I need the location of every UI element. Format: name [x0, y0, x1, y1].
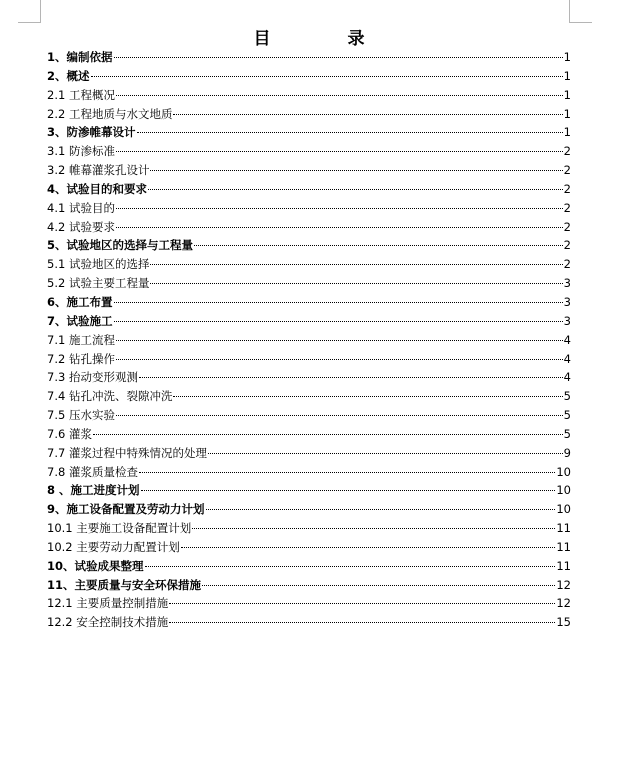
toc-entry[interactable]	[47, 425, 571, 444]
toc-entry-page-number: 12	[556, 577, 571, 592]
toc-entry-label[interactable]: 7.3 抬动变形观测	[47, 370, 138, 385]
crop-mark-top-left	[18, 0, 41, 23]
toc-dot-leader	[116, 208, 563, 209]
toc-entry[interactable]	[47, 123, 571, 142]
toc-entry-page-number: 9	[563, 445, 571, 460]
toc-entry-label[interactable]: 7.2 钻孔操作	[47, 351, 115, 366]
toc-entry-page-number: 1	[563, 68, 571, 83]
toc-entry-label[interactable]: 2.1 工程概况	[47, 87, 115, 102]
toc-entry-page-number: 10	[556, 502, 571, 517]
toc-entry-page-number: 11	[556, 521, 571, 536]
toc-dot-leader	[145, 566, 556, 567]
toc-entry-label[interactable]: 6、施工布置	[47, 294, 113, 309]
toc-entry-page-number: 11	[556, 558, 571, 573]
toc-entry-label[interactable]: 5.2 试验主要工程量	[47, 276, 150, 291]
toc-entry[interactable]	[47, 180, 571, 199]
toc-entry-page-number: 1	[563, 87, 571, 102]
toc-entry[interactable]	[47, 557, 571, 576]
toc-entry-label[interactable]: 7.5 压水实验	[47, 408, 115, 423]
toc-dot-leader	[114, 321, 563, 322]
toc-entry-label[interactable]: 3.1 防渗标准	[47, 144, 115, 159]
toc-dot-leader	[116, 95, 563, 96]
toc-entry[interactable]	[47, 538, 571, 557]
toc-entry-label[interactable]: 1、编制依据	[47, 50, 113, 64]
toc-entry-page-number: 11	[556, 539, 571, 554]
toc-entry-page-number: 2	[563, 238, 571, 253]
toc-entry[interactable]	[47, 67, 571, 86]
toc-entry-label[interactable]: 7.8 灌浆质量检查	[47, 464, 138, 479]
crop-mark-top-right	[569, 0, 592, 23]
toc-dot-leader	[116, 151, 563, 152]
toc-dot-leader	[116, 359, 563, 360]
toc-entry-page-number: 5	[563, 389, 571, 404]
toc-entry[interactable]	[47, 406, 571, 425]
toc-entry[interactable]	[47, 613, 571, 632]
toc-entry-page-number: 5	[563, 426, 571, 441]
toc-entry[interactable]	[47, 199, 571, 218]
toc-entry-label[interactable]: 7、试验施工	[47, 313, 113, 328]
toc-entry-label[interactable]: 2.2 工程地质与水文地质	[47, 106, 173, 121]
toc-entry-label[interactable]: 10.2 主要劳动力配置计划	[47, 539, 180, 554]
toc-entry-label[interactable]: 2、概述	[47, 68, 90, 83]
toc-dot-leader	[114, 57, 563, 58]
toc-dot-leader	[116, 340, 563, 341]
toc-entry-page-number: 2	[563, 163, 571, 178]
toc-entry-page-number: 12	[556, 596, 571, 611]
toc-entry[interactable]	[47, 86, 571, 105]
toc-dot-leader	[173, 396, 562, 397]
toc-entry-label[interactable]: 4、试验目的和要求	[47, 181, 148, 196]
toc-dot-leader	[139, 472, 555, 473]
toc-entry[interactable]	[47, 576, 571, 595]
toc-entry-label[interactable]: 7.1 施工流程	[47, 332, 115, 347]
toc-entry-label[interactable]: 5.1 试验地区的选择	[47, 257, 150, 272]
toc-entry-label[interactable]: 5、试验地区的选择与工程量	[47, 238, 194, 253]
toc-dot-leader	[114, 302, 563, 303]
toc-entry-label[interactable]: 8 、施工进度计划	[47, 483, 140, 498]
toc-entry[interactable]	[47, 444, 571, 463]
toc-entry-label[interactable]: 3、防渗帷幕设计	[47, 125, 136, 140]
toc-entry-page-number: 10	[556, 464, 571, 479]
toc-entry-page-number: 15	[556, 615, 571, 630]
toc-dot-leader	[206, 509, 556, 510]
toc-entry[interactable]	[47, 594, 571, 613]
toc-entry[interactable]	[47, 105, 571, 124]
toc-entry[interactable]	[47, 293, 571, 312]
toc-dot-leader	[181, 547, 556, 548]
toc-entry-label[interactable]: 12.2 安全控制技术措施	[47, 615, 169, 630]
toc-entry[interactable]	[47, 481, 571, 500]
toc-entry[interactable]	[47, 312, 571, 331]
table-of-contents	[47, 48, 571, 632]
toc-title: 目 录	[253, 29, 395, 49]
toc-entry[interactable]	[47, 519, 571, 538]
toc-entry[interactable]	[47, 161, 571, 180]
toc-dot-leader	[173, 114, 562, 115]
toc-entry-page-number: 2	[563, 144, 571, 159]
toc-dot-leader	[116, 415, 563, 416]
toc-dot-leader	[139, 377, 563, 378]
toc-dot-leader	[169, 622, 555, 623]
toc-dot-leader	[194, 245, 563, 246]
toc-entry-page-number: 2	[563, 200, 571, 215]
toc-entry-page-number: 4	[563, 332, 571, 347]
toc-entry[interactable]	[47, 463, 571, 482]
toc-dot-leader	[116, 227, 563, 228]
toc-dot-leader	[192, 528, 555, 529]
toc-entry-page-number: 2	[563, 257, 571, 272]
toc-dot-leader	[150, 264, 562, 265]
toc-entry-label[interactable]: 3.2 帷幕灌浆孔设计	[47, 163, 150, 178]
toc-entry[interactable]	[47, 274, 571, 293]
toc-entry[interactable]	[47, 331, 571, 350]
toc-entry-page-number: 10	[556, 483, 571, 498]
toc-entry-page-number: 3	[563, 313, 571, 328]
toc-entry[interactable]	[47, 500, 571, 519]
toc-entry[interactable]	[47, 236, 571, 255]
toc-entry[interactable]	[47, 368, 571, 387]
toc-dot-leader	[148, 189, 563, 190]
toc-entry[interactable]	[47, 218, 571, 237]
toc-entry-page-number: 4	[563, 351, 571, 366]
toc-entry-label[interactable]: 4.1 试验目的	[47, 200, 115, 215]
toc-dot-leader	[93, 434, 563, 435]
toc-entry-label[interactable]: 10、试验成果整理	[47, 558, 144, 573]
toc-dot-leader	[169, 603, 555, 604]
toc-entry-label[interactable]: 4.2 试验要求	[47, 219, 115, 234]
toc-entry-page-number: 4	[563, 370, 571, 385]
toc-dot-leader	[202, 585, 555, 586]
toc-dot-leader	[208, 453, 563, 454]
toc-entry-label[interactable]: 9、施工设备配置及劳动力计划	[47, 502, 205, 517]
toc-entry-label[interactable]: 10.1 主要施工设备配置计划	[47, 521, 192, 536]
toc-entry-page-number: 3	[563, 276, 571, 291]
toc-entry-label[interactable]: 11、主要质量与安全环保措施	[47, 577, 202, 592]
toc-dot-leader	[150, 283, 562, 284]
toc-dot-leader	[91, 76, 563, 77]
toc-entry-page-number: 2	[563, 181, 571, 196]
toc-dot-leader	[141, 490, 556, 491]
toc-entry-label[interactable]: 7.7 灌浆过程中特殊情况的处理	[47, 445, 207, 460]
toc-entry-page-number: 1	[563, 125, 571, 140]
toc-entry-page-number: 5	[563, 408, 571, 423]
toc-dot-leader	[150, 170, 562, 171]
toc-entry-page-number: 1	[563, 106, 571, 121]
toc-entry-page-number: 1	[563, 50, 571, 64]
toc-entry[interactable]	[47, 142, 571, 161]
toc-entry-label[interactable]: 7.4 钻孔冲洗、裂隙冲洗	[47, 389, 173, 404]
toc-entry-page-number: 3	[563, 294, 571, 309]
toc-entry[interactable]	[47, 48, 571, 67]
toc-entry-label[interactable]: 12.1 主要质量控制措施	[47, 596, 169, 611]
toc-entry[interactable]	[47, 387, 571, 406]
toc-entry[interactable]	[47, 350, 571, 369]
toc-dot-leader	[137, 132, 563, 133]
toc-entry-label[interactable]: 7.6 灌浆	[47, 426, 92, 441]
toc-entry-page-number: 2	[563, 219, 571, 234]
toc-entry[interactable]	[47, 255, 571, 274]
